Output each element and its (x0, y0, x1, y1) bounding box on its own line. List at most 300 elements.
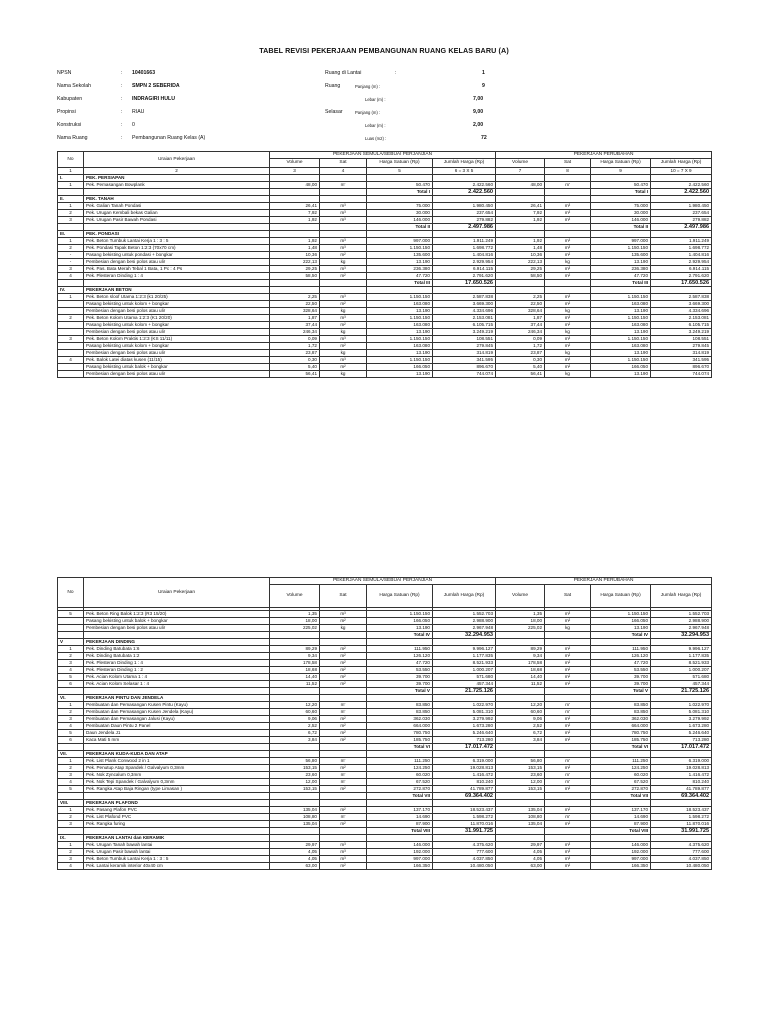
empty-cell (496, 793, 545, 800)
revised-subtotal-label: Total V (591, 688, 651, 695)
total-price-cell: 744.074 (433, 371, 496, 378)
empty-cell (367, 751, 433, 758)
revised-unit-cell: m³ (545, 611, 591, 618)
volume-cell: 60,60 (270, 709, 320, 716)
item-description: Pembuatan Daun Pintu 2 Panel (84, 723, 270, 730)
section-number: VIII. (58, 800, 84, 807)
revised-total-price-cell: 2.988.900 (651, 618, 712, 625)
item-row (58, 772, 712, 779)
revised-total-price-cell: 571.680 (651, 674, 712, 681)
total-price-cell: 237.654 (433, 210, 496, 217)
col-header-uraian: Uraian Pekerjaan (84, 578, 270, 608)
col-header-volume: Volume (496, 159, 545, 168)
empty-cell (270, 695, 320, 702)
unit-price-cell: 13.190 (367, 259, 433, 266)
item-number: 4 (58, 357, 84, 364)
unit-price-cell: 997.000 (367, 856, 433, 863)
revised-unit-price-cell: 1.150.150 (591, 294, 651, 301)
revised-unit-cell: m² (545, 252, 591, 259)
revised-volume-cell: 29,97 (496, 842, 545, 849)
item-description: Pasang bekisting untuk balok + bongkar (84, 364, 270, 371)
unit-price-cell: 272.870 (367, 786, 433, 793)
empty-cell (591, 835, 651, 842)
volume-cell: 0,30 (270, 357, 320, 364)
subtotal-row (58, 189, 712, 196)
area-value: 72 (481, 135, 487, 141)
col-header-no: No (58, 578, 84, 608)
revised-unit-cell: m² (545, 674, 591, 681)
empty-cell (545, 231, 591, 238)
empty-cell (84, 793, 270, 800)
revised-volume-cell: 23,60 (496, 772, 545, 779)
konstruksi-value: 0 (132, 122, 135, 128)
volume-cell: 1,87 (270, 315, 320, 322)
revised-total-price-cell: 10.480.050 (651, 863, 712, 870)
item-description: Pasang bekisting untuk balok + bongkar (84, 618, 270, 625)
revised-unit-cell: kg (545, 259, 591, 266)
floor-value: 1 (482, 70, 485, 76)
revised-unit-cell: kg (545, 350, 591, 357)
revised-unit-price-cell: 780.750 (591, 730, 651, 737)
empty-cell (270, 688, 320, 695)
revised-unit-cell: kg (545, 625, 591, 632)
subtotal-row (58, 744, 712, 751)
revised-unit-price-cell: 47.720 (591, 660, 651, 667)
revised-unit-price-cell: 47.720 (591, 273, 651, 280)
revised-volume-cell: 23,87 (496, 350, 545, 357)
unit-price-cell: 124.250 (367, 765, 433, 772)
revised-volume-cell: 10,36 (496, 252, 545, 259)
revised-unit-cell: m² (545, 660, 591, 667)
info-sublabel: Panjang (m) (355, 110, 378, 115)
item-description: Pembesian dengan besi polos atau ulir (84, 329, 270, 336)
revised-subtotal-value: 69.364.402 (651, 793, 712, 800)
revised-total-price-cell: 6.105.715 (651, 322, 712, 329)
volume-cell: 5,40 (270, 364, 320, 371)
empty-cell (651, 175, 712, 182)
revised-volume-cell: 26,41 (496, 203, 545, 210)
revised-unit-price-cell: 124.250 (591, 765, 651, 772)
total-price-cell: 713.280 (433, 737, 496, 744)
volume-cell: 225,02 (270, 625, 320, 632)
empty-cell (496, 828, 545, 835)
unit-cell: m³ (320, 266, 367, 273)
col-header-sat: Sat (545, 585, 591, 608)
volume-cell: 2,52 (270, 723, 320, 730)
empty-cell (545, 189, 591, 196)
item-number (58, 301, 84, 308)
empty-cell (545, 835, 591, 842)
revised-volume-cell: 0,30 (496, 357, 545, 364)
item-description: Pek. Beton Ring Balok 1:2:3 (R3 15/20) (84, 611, 270, 618)
unit-cell: m² (320, 364, 367, 371)
unit-price-cell: 30.000 (367, 210, 433, 217)
item-row (58, 301, 712, 308)
item-number: 4 (58, 273, 84, 280)
revised-unit-cell: m² (545, 364, 591, 371)
unit-price-cell: 53.550 (367, 667, 433, 674)
total-price-cell: 4.375.620 (433, 842, 496, 849)
column-number: 10 = 7 X 9 (651, 168, 712, 175)
revised-unit-price-cell: 111.250 (591, 758, 651, 765)
volume-cell: 9,06 (270, 716, 320, 723)
item-description: Pembesian dengan besi polos atau ulir (84, 625, 270, 632)
subtotal-value: 69.364.402 (433, 793, 496, 800)
volume-cell: 29,25 (270, 266, 320, 273)
revised-unit-price-cell: 236.380 (591, 266, 651, 273)
total-price-cell: 1.598.272 (433, 814, 496, 821)
item-number: - (58, 252, 84, 259)
revised-volume-cell: 2,25 (496, 294, 545, 301)
unit-price-cell: 87.900 (367, 821, 433, 828)
item-row (58, 371, 712, 378)
revised-volume-cell: 135,04 (496, 821, 545, 828)
revised-subtotal-value: 17.017.472 (651, 744, 712, 751)
item-description: Pek. Penutup Atap Spandek / Galvalyum 0,3mm (84, 765, 270, 772)
revised-volume-cell: 56,80 (496, 758, 545, 765)
item-row (58, 807, 712, 814)
revised-unit-cell: m² (545, 821, 591, 828)
empty-cell (270, 751, 320, 758)
empty-cell (651, 751, 712, 758)
item-description: Pek. Nok Tepi Spandek / Galvalyum 0,3mm (84, 779, 270, 786)
volume-cell: 135,04 (270, 821, 320, 828)
unit-price-cell: 47.720 (367, 660, 433, 667)
item-number: 1 (58, 182, 84, 189)
revised-unit-price-cell: 13.190 (591, 625, 651, 632)
volume-cell: 56,41 (270, 371, 320, 378)
empty-cell (270, 793, 320, 800)
revised-unit-cell: kg (545, 371, 591, 378)
revised-unit-price-cell: 362.030 (591, 716, 651, 723)
volume-cell: 10,36 (270, 252, 320, 259)
total-price-cell: 457.344 (433, 681, 496, 688)
empty-cell (84, 224, 270, 231)
empty-cell (270, 175, 320, 182)
revised-volume-cell: 60,60 (496, 709, 545, 716)
item-description: Pek. Beton Kolom Utama 1:2:3 (K1 20/20) (84, 315, 270, 322)
unit-cell: m² (320, 821, 367, 828)
subtotal-row (58, 632, 712, 639)
revised-volume-cell: 4,05 (496, 856, 545, 863)
item-row (58, 625, 712, 632)
item-row (58, 618, 712, 625)
item-number: 5 (58, 730, 84, 737)
unit-price-cell: 13.190 (367, 350, 433, 357)
col-header-jumlah: Jumlah Harga (Rp) (651, 159, 712, 168)
item-row (58, 364, 712, 371)
unit-price-cell: 664.000 (367, 723, 433, 730)
revised-unit-cell: m² (545, 322, 591, 329)
item-row (58, 182, 712, 189)
section-title: PEKERJAAN DINDING (84, 639, 270, 646)
revised-unit-price-cell: 13.190 (591, 371, 651, 378)
total-price-cell: 3.669.300 (433, 301, 496, 308)
subtotal-value: 32.294.953 (433, 632, 496, 639)
item-number (58, 322, 84, 329)
section-row (58, 231, 712, 238)
group-header-original: PEKERJAAN SEMULA/SEBUAI PERJANJIAN (270, 152, 496, 159)
empty-cell (545, 828, 591, 835)
item-row (58, 259, 712, 266)
item-number: 1 (58, 238, 84, 245)
revised-volume-cell: 153,15 (496, 765, 545, 772)
total-price-cell: 810.240 (433, 779, 496, 786)
revised-unit-cell: m' (545, 772, 591, 779)
revised-unit-cell: m² (545, 765, 591, 772)
revised-unit-price-cell: 163.080 (591, 301, 651, 308)
item-number: 4 (58, 723, 84, 730)
volume-cell: 58,50 (270, 273, 320, 280)
revised-unit-price-cell: 192.000 (591, 849, 651, 856)
empty-cell (367, 287, 433, 294)
item-number: 1 (58, 807, 84, 814)
item-row (58, 357, 712, 364)
empty-cell (58, 688, 84, 695)
volume-cell: 1,48 (270, 245, 320, 252)
revised-unit-cell: m² (545, 618, 591, 625)
empty-cell (545, 695, 591, 702)
volume-cell: 0,09 (270, 336, 320, 343)
unit-price-cell: 13.190 (367, 308, 433, 315)
revised-subtotal-value: 31.991.725 (651, 828, 712, 835)
item-row (58, 266, 712, 273)
unit-price-cell: 146.000 (367, 217, 433, 224)
revised-unit-price-cell: 13.190 (591, 259, 651, 266)
revised-unit-cell: m² (545, 646, 591, 653)
empty-cell (433, 231, 496, 238)
item-row (58, 252, 712, 259)
total-price-cell: 1.673.280 (433, 723, 496, 730)
total-price-cell: 8.521.933 (433, 660, 496, 667)
revised-total-price-cell: 777.600 (651, 849, 712, 856)
item-number: 5 (58, 786, 84, 793)
info-sublabel: Lebar (m) (365, 123, 384, 128)
revised-total-price-cell: 1.698.772 (651, 245, 712, 252)
group-header-original: PEKERJAAN SEMULA/SEBUAI PERJANJIAN (270, 578, 496, 585)
item-description: Pek. Lantai keramik interior 40x40 cm (84, 863, 270, 870)
item-number (58, 308, 84, 315)
empty-cell (58, 189, 84, 196)
item-row (58, 653, 712, 660)
empty-cell (270, 231, 320, 238)
empty-cell (591, 800, 651, 807)
empty-cell (270, 287, 320, 294)
unit-cell: m² (320, 653, 367, 660)
revised-unit-cell: m³ (545, 842, 591, 849)
empty-cell (320, 835, 367, 842)
col-header-volume: Volume (270, 585, 320, 608)
revised-unit-cell: m³ (545, 357, 591, 364)
item-number (58, 618, 84, 625)
revised-volume-cell: 0,09 (496, 336, 545, 343)
revised-unit-price-cell: 39.700 (591, 674, 651, 681)
revised-subtotal-value: 2.497.986 (651, 224, 712, 231)
revised-unit-price-cell: 166.050 (591, 618, 651, 625)
unit-price-cell: 166.050 (367, 618, 433, 625)
empty-cell (545, 175, 591, 182)
item-row (58, 849, 712, 856)
unit-price-cell: 50.470 (367, 182, 433, 189)
item-description: Kaca Mati 5 mm (84, 737, 270, 744)
volume-cell: 48,00 (270, 182, 320, 189)
item-description: Pek. Galian Tanah Pondasi (84, 203, 270, 210)
section-number: V (58, 639, 84, 646)
empty-cell (367, 175, 433, 182)
revised-total-price-cell: 2.153.081 (651, 315, 712, 322)
total-price-cell: 11.870.016 (433, 821, 496, 828)
volume-cell: 63,00 (270, 863, 320, 870)
info-label: Konstruksi (57, 122, 82, 128)
unit-price-cell: 60.020 (367, 772, 433, 779)
empty-cell (651, 639, 712, 646)
col-header-sat: Sat (545, 159, 591, 168)
unit-cell: m² (320, 723, 367, 730)
item-description: Pembesian dengan besi polos atau ulir (84, 308, 270, 315)
unit-cell: m² (320, 667, 367, 674)
revised-unit-price-cell: 163.080 (591, 343, 651, 350)
revised-volume-cell: 12,00 (496, 779, 545, 786)
unit-cell: m³ (320, 315, 367, 322)
revised-volume-cell: 178,58 (496, 660, 545, 667)
item-description: Pasang bekisting untuk kolom + bongkar (84, 322, 270, 329)
revised-total-price-cell: 2.929.954 (651, 259, 712, 266)
propinsi-value: RIAU (132, 109, 145, 115)
item-description: Pek. Pemasangan Bowplank (84, 182, 270, 189)
empty-cell (496, 688, 545, 695)
total-price-cell: 1.000.207 (433, 667, 496, 674)
subtotal-label: Total V (367, 688, 433, 695)
info-label: Ruang (325, 83, 341, 89)
empty-cell (320, 280, 367, 287)
npsn-value: 10401663 (132, 70, 156, 76)
revised-total-price-cell: 4.375.620 (651, 842, 712, 849)
revised-volume-cell: 9,06 (496, 716, 545, 723)
column-number: 8 (545, 168, 591, 175)
empty-cell (433, 639, 496, 646)
revised-volume-cell: 6,72 (496, 730, 545, 737)
volume-cell: 56,80 (270, 758, 320, 765)
column-number: 9 (591, 168, 651, 175)
revised-subtotal-value: 2.422.560 (651, 189, 712, 196)
item-row (58, 217, 712, 224)
revised-total-price-cell: 457.344 (651, 681, 712, 688)
revised-volume-cell: 1,48 (496, 245, 545, 252)
item-number (58, 625, 84, 632)
revised-total-price-cell: 108.551 (651, 336, 712, 343)
unit-cell: m² (320, 660, 367, 667)
empty-cell (545, 280, 591, 287)
item-row (58, 814, 712, 821)
item-description: Pek. Beton sloof Utama 1:2:3 (k1 20/25) (84, 294, 270, 301)
revised-unit-cell: m' (545, 779, 591, 786)
empty-cell (545, 800, 591, 807)
item-row (58, 294, 712, 301)
item-description: Pek. Acian Kolom Selasar 1 : 4 (84, 681, 270, 688)
revised-total-price-cell: 279.882 (651, 217, 712, 224)
total-price-cell: 2.153.081 (433, 315, 496, 322)
empty-cell (496, 189, 545, 196)
revised-unit-price-cell: 1.150.150 (591, 315, 651, 322)
rab-table-page-2 (57, 577, 712, 870)
total-price-cell: 3.249.219 (433, 329, 496, 336)
unit-cell: m² (320, 716, 367, 723)
col-header-jumlah: Jumlah Harga (Rp) (651, 585, 712, 608)
unit-cell: m' (320, 758, 367, 765)
empty-cell (433, 196, 496, 203)
revised-total-price-cell: 1.022.970 (651, 702, 712, 709)
item-number: 2 (58, 765, 84, 772)
empty-cell (496, 632, 545, 639)
item-row (58, 343, 712, 350)
col-header-no: No (58, 152, 84, 168)
unit-cell: m² (320, 273, 367, 280)
empty-cell (58, 744, 84, 751)
item-description: Pek. Acian Kolom Utama 1 : 4 (84, 674, 270, 681)
unit-price-cell: 1.150.150 (367, 357, 433, 364)
item-description: Pek. Beton Kolom Praktis 1:2:3 (KS 11/11) (84, 336, 270, 343)
item-description: Pembesian dengan besi polos atau ulir (84, 259, 270, 266)
revised-volume-cell: 135,04 (496, 807, 545, 814)
selasar-length-value: 9,00 (473, 109, 484, 115)
total-price-cell: 4.037.850 (433, 856, 496, 863)
revised-volume-cell: 7,92 (496, 210, 545, 217)
revised-unit-price-cell: 50.470 (591, 182, 651, 189)
unit-price-cell: 39.700 (367, 674, 433, 681)
unit-cell: m² (320, 807, 367, 814)
empty-cell (496, 744, 545, 751)
section-row (58, 175, 712, 182)
revised-total-price-cell: 1.177.835 (651, 653, 712, 660)
revised-volume-cell: 1,72 (496, 343, 545, 350)
item-description: Pek. Dinding Batubata 1:6 (84, 646, 270, 653)
item-description: Daun Jendela J1 (84, 730, 270, 737)
total-price-cell: 2.422.560 (433, 182, 496, 189)
volume-cell: 89,29 (270, 646, 320, 653)
item-description: Pek. Pondasi Tapak Beton 1:2:3 (70x70 cm) (84, 245, 270, 252)
total-price-cell: 1.980.450 (433, 203, 496, 210)
revised-unit-cell: m³ (545, 217, 591, 224)
revised-subtotal-label: Total I (591, 189, 651, 196)
unit-cell: m² (320, 343, 367, 350)
revised-unit-price-cell: 1.150.150 (591, 245, 651, 252)
revised-volume-cell: 56,41 (496, 371, 545, 378)
volume-cell: 29,97 (270, 842, 320, 849)
empty-cell (496, 800, 545, 807)
item-number: 3 (58, 266, 84, 273)
revised-total-price-cell: 4.037.850 (651, 856, 712, 863)
unit-price-cell: 163.080 (367, 322, 433, 329)
revised-subtotal-label: Total VI (591, 744, 651, 751)
revised-unit-cell: m² (545, 786, 591, 793)
empty-cell (545, 196, 591, 203)
item-description: Pek. Plesteran Dinding 1 : 2 (84, 667, 270, 674)
empty-cell (433, 835, 496, 842)
unit-price-cell: 14.690 (367, 814, 433, 821)
revised-unit-price-cell: 75.000 (591, 203, 651, 210)
revised-unit-cell: m² (545, 730, 591, 737)
item-number: 2 (58, 315, 84, 322)
total-price-cell: 2.929.954 (433, 259, 496, 266)
unit-cell: m' (320, 779, 367, 786)
empty-cell (320, 793, 367, 800)
empty-cell (367, 196, 433, 203)
empty-cell (320, 744, 367, 751)
item-row (58, 723, 712, 730)
unit-cell: m³ (320, 611, 367, 618)
volume-cell: 153,15 (270, 786, 320, 793)
revised-volume-cell: 37,44 (496, 322, 545, 329)
